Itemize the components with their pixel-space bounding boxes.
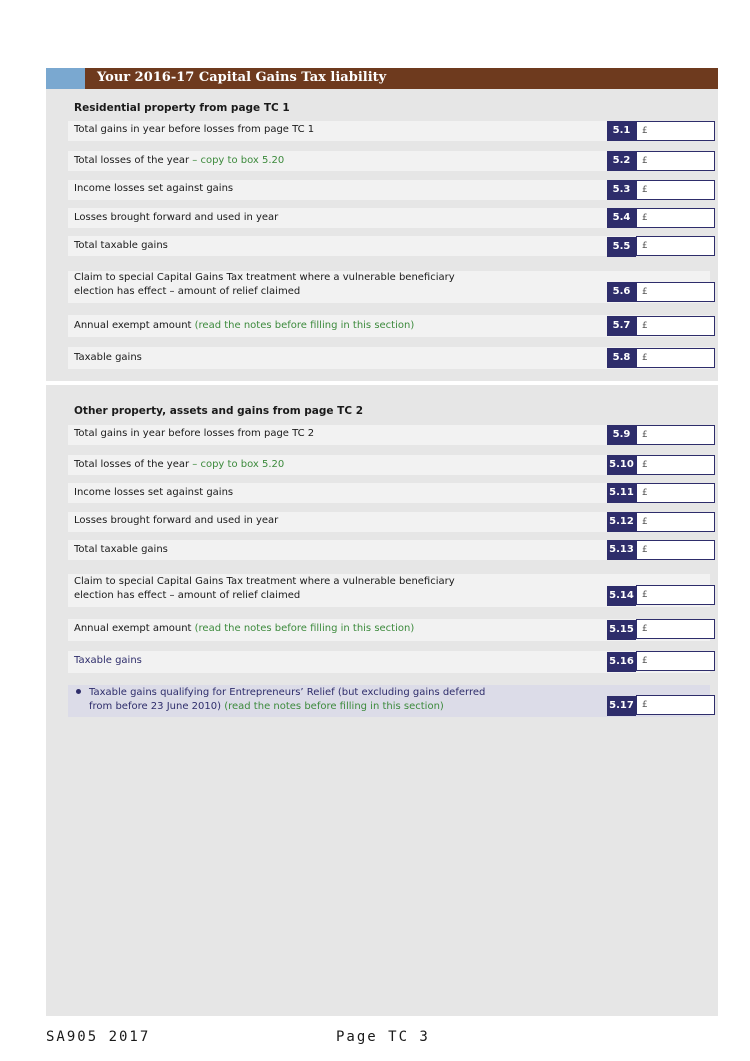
box-5-8-label: Taxable gains xyxy=(74,352,142,363)
pound-sign: £ xyxy=(642,126,648,136)
box-5-5-label: Total taxable gains xyxy=(74,240,168,251)
box-5-2-label-text: Total losses of the year xyxy=(74,155,190,166)
box-5-15-number: 5.15 xyxy=(607,620,636,640)
box-5-4-number: 5.4 xyxy=(607,208,636,228)
box-5-8-field[interactable] xyxy=(636,348,715,368)
box-5-17-label xyxy=(74,686,485,713)
other-property-section-title: Other property, assets and gains from page TC 2 xyxy=(74,405,364,417)
pound-sign: £ xyxy=(642,430,648,440)
box-5-7-label xyxy=(74,319,414,333)
box-5-1-number: 5.1 xyxy=(607,121,636,141)
box-5-9-number: 5.9 xyxy=(607,425,636,445)
box-5-16-row xyxy=(68,651,710,673)
box-5-3-number: 5.3 xyxy=(607,180,636,200)
box-5-11-row xyxy=(68,483,710,503)
pound-sign: £ xyxy=(642,460,648,470)
box-5-9-field[interactable] xyxy=(636,425,715,445)
box-5-10-row xyxy=(68,455,710,475)
box-5-9-row xyxy=(68,425,710,445)
box-5-11-number: 5.11 xyxy=(607,483,636,503)
box-5-1-field[interactable] xyxy=(636,121,715,141)
box-5-6-label-line2: election has effect – amount of relief claimed xyxy=(74,285,301,297)
box-5-8-number: 5.8 xyxy=(607,348,636,368)
box-5-12-field[interactable] xyxy=(636,512,715,532)
box-5-2-note: – copy to box 5.20 xyxy=(189,155,285,166)
box-5-14-number: 5.14 xyxy=(607,586,636,606)
pound-sign: £ xyxy=(642,700,648,710)
box-5-11-field[interactable] xyxy=(636,483,715,503)
box-5-13-number: 5.13 xyxy=(607,540,636,560)
box-5-12-row xyxy=(68,512,710,532)
pound-sign: £ xyxy=(642,185,648,195)
pound-sign: £ xyxy=(642,488,648,498)
box-5-2-number: 5.2 xyxy=(607,151,636,171)
box-5-7-field[interactable] xyxy=(636,316,715,336)
section-header xyxy=(46,68,718,89)
residential-section-title: Residential property from page TC 1 xyxy=(74,102,290,114)
box-5-9-label: Total gains in year before losses from page TC 2 xyxy=(74,428,315,439)
box-5-15-label xyxy=(74,622,414,636)
box-5-17-row xyxy=(68,685,710,717)
pound-sign: £ xyxy=(642,287,648,297)
pound-sign: £ xyxy=(642,321,648,331)
box-5-7-number: 5.7 xyxy=(607,316,636,336)
box-5-3-row xyxy=(68,180,710,200)
box-5-2-row xyxy=(68,151,710,171)
box-5-14-label xyxy=(74,575,455,602)
box-5-1-label: Total gains in year before losses from page TC 1 xyxy=(74,124,315,135)
header-tab-marker xyxy=(46,68,85,89)
box-5-17-field[interactable] xyxy=(636,695,715,715)
box-5-11-label: Income losses set against gains xyxy=(74,487,234,498)
box-5-7-row xyxy=(68,315,710,337)
box-5-3-label: Income losses set against gains xyxy=(74,183,234,194)
pound-sign: £ xyxy=(642,624,648,634)
box-5-2-label xyxy=(74,154,284,168)
box-5-7-note: (read the notes before filling in this section) xyxy=(191,320,415,331)
box-5-16-label: Taxable gains xyxy=(74,655,142,666)
box-5-5-number: 5.5 xyxy=(607,237,636,257)
box-5-17-label-line1: Taxable gains qualifying for Entrepreneurs’ Relief (but excluding gains deferred xyxy=(89,687,486,698)
box-5-2-field[interactable] xyxy=(636,151,715,171)
pound-sign: £ xyxy=(642,517,648,527)
box-5-17-note: (read the notes before filling in this section) xyxy=(221,700,444,712)
pound-sign: £ xyxy=(642,545,648,555)
box-5-14-row xyxy=(68,574,710,607)
other-property-panel xyxy=(46,385,718,1016)
pound-sign: £ xyxy=(642,156,648,166)
box-5-10-label-text: Total losses of the year xyxy=(74,459,190,470)
box-5-10-label xyxy=(74,458,284,472)
residential-property-panel xyxy=(46,89,718,381)
box-5-6-field[interactable] xyxy=(636,282,715,302)
pound-sign: £ xyxy=(642,213,648,223)
pound-sign: £ xyxy=(642,241,648,251)
box-5-15-label-text: Annual exempt amount xyxy=(74,623,192,634)
box-5-10-note: – copy to box 5.20 xyxy=(189,459,285,470)
box-5-17-number: 5.17 xyxy=(607,696,636,716)
pound-sign: £ xyxy=(642,353,648,363)
box-5-15-field[interactable] xyxy=(636,619,715,639)
box-5-6-label-line1: Claim to special Capital Gains Tax treatment where a vulnerable beneficiary xyxy=(74,272,455,283)
box-5-5-row xyxy=(68,236,710,256)
pound-sign: £ xyxy=(642,656,648,666)
box-5-13-label: Total taxable gains xyxy=(74,544,168,555)
box-5-14-field[interactable] xyxy=(636,585,715,605)
box-5-6-number: 5.6 xyxy=(607,282,636,302)
box-5-17-label-line2: from before 23 June 2010) xyxy=(89,700,222,712)
box-5-12-number: 5.12 xyxy=(607,512,636,532)
form-code: SA905 2017 xyxy=(46,1029,151,1045)
box-5-15-note: (read the notes before filling in this section) xyxy=(191,623,415,634)
box-5-14-label-line1: Claim to special Capital Gains Tax treatment where a vulnerable beneficiary xyxy=(74,576,455,587)
box-5-10-number: 5.10 xyxy=(607,455,636,475)
box-5-13-row xyxy=(68,540,710,560)
pound-sign: £ xyxy=(642,590,648,600)
box-5-13-field[interactable] xyxy=(636,540,715,560)
box-5-14-label-line2: election has effect – amount of relief claimed xyxy=(74,589,301,601)
box-5-12-label: Losses brought forward and used in year xyxy=(74,515,279,526)
box-5-4-label: Losses brought forward and used in year xyxy=(74,212,279,223)
box-5-4-field[interactable] xyxy=(636,208,715,228)
section-header-title: Your 2016-17 Capital Gains Tax liability xyxy=(97,70,387,85)
box-5-16-number: 5.16 xyxy=(607,652,636,672)
bullet-icon xyxy=(76,689,81,694)
box-5-3-field[interactable] xyxy=(636,180,715,200)
box-5-7-label-text: Annual exempt amount xyxy=(74,320,192,331)
box-5-1-row xyxy=(68,121,710,141)
box-5-6-label xyxy=(74,271,455,298)
page-number: Page TC 3 xyxy=(336,1029,430,1045)
box-5-15-row xyxy=(68,619,710,641)
box-5-4-row xyxy=(68,208,710,228)
box-5-6-row xyxy=(68,271,710,303)
box-5-5-field[interactable] xyxy=(636,236,715,256)
box-5-10-field[interactable] xyxy=(636,455,715,475)
box-5-8-row xyxy=(68,347,710,369)
box-5-16-field[interactable] xyxy=(636,651,715,671)
